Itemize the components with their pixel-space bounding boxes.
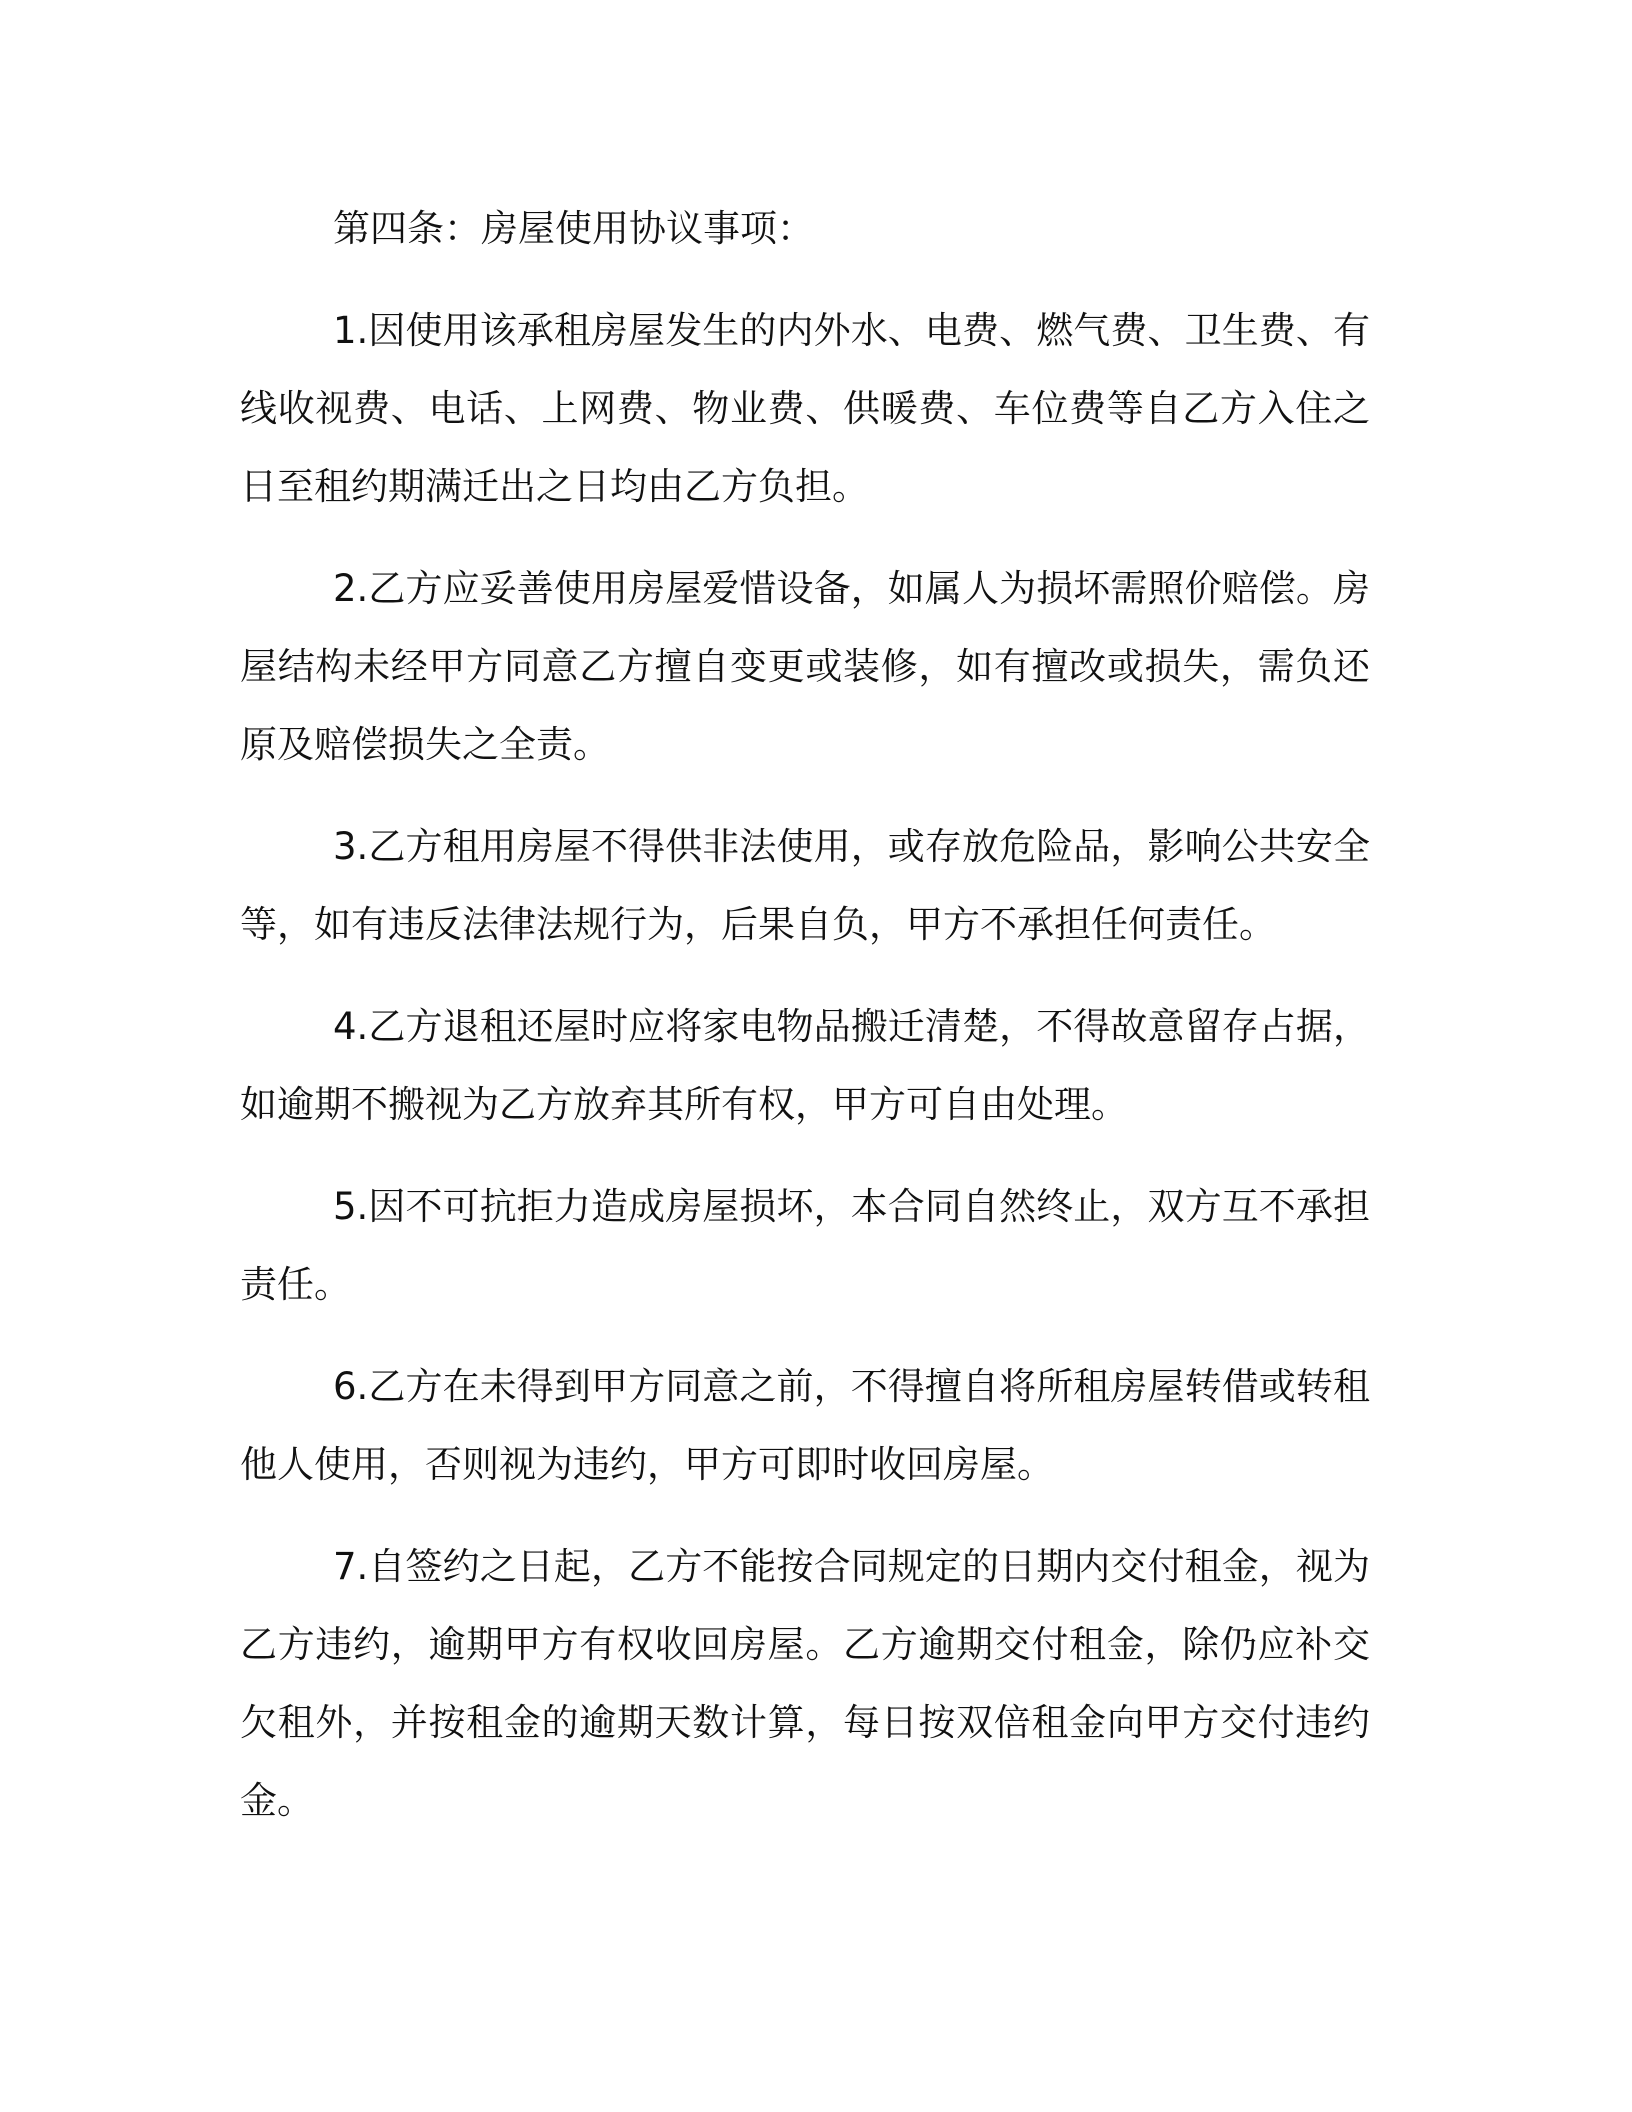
clause-2: 2.乙方应妥善使用房屋爱惜设备，如属人为损坏需照价赔偿。房屋结构未经甲方同意乙方擅自变更或装修，如有擅改或损失，需负还原及赔偿损失之全责。	[240, 567, 1370, 766]
clause-3: 3.乙方租用房屋不得供非法使用，或存放危险品，影响公共安全等，如有违反法律法规行为，后果自负，甲方不承担任何责任。	[240, 825, 1370, 946]
clause-6: 6.乙方在未得到甲方同意之前，不得擅自将所租房屋转借或转租他人使用，否则视为违约，甲方可即时收回房屋。	[240, 1365, 1370, 1486]
clause-4: 4.乙方退租还屋时应将家电物品搬迁清楚，不得故意留存占据，如逾期不搬视为乙方放弃其所有权，甲方可自由处理。	[240, 1005, 1370, 1126]
clause-1: 1.因使用该承租房屋发生的内外水、电费、燃气费、卫生费、有线收视费、电话、上网费、物业费、供暖费、车位费等自乙方入住之日至租约期满迁出之日均由乙方负担。	[240, 309, 1370, 508]
clause-7: 7.自签约之日起，乙方不能按合同规定的日期内交付租金，视为乙方违约，逾期甲方有权收回房屋。乙方逾期交付租金，除仍应补交欠租外，并按租金的逾期天数计算，每日按双倍租金向甲方交付违约金。	[240, 1545, 1370, 1822]
section-heading: 第四条：房屋使用协议事项：	[333, 207, 814, 250]
clause-5: 5.因不可抗拒力造成房屋损坏，本合同自然终止，双方互不承担责任。	[240, 1185, 1370, 1306]
document-body	[240, 190, 1370, 1864]
